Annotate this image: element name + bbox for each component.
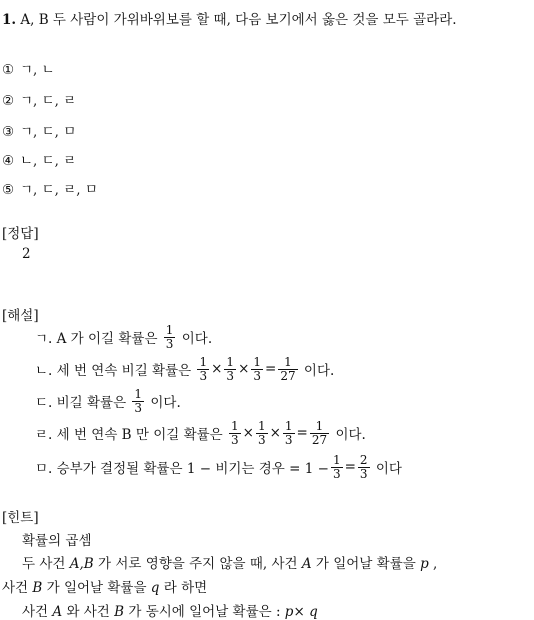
choice-5[interactable]: ⑤ ㄱ, ㄷ, ㄹ, ㅁ: [2, 182, 98, 198]
formula-p: p: [284, 604, 294, 620]
question-text: A, B 두 사람이 가위바위보를 할 때, 다음 보기에서 옳은 것을 모두 골라라.: [20, 12, 457, 28]
fraction: $\frac{1}{3}$: [165, 323, 174, 351]
question: [2, 8, 457, 28]
choice-3[interactable]: ③ ㄱ, ㄷ, ㅁ: [2, 124, 77, 140]
explanation-heading: [해설]: [2, 308, 39, 324]
explanation-line-5: ㅁ. 승부가 결정될 확률은 1 − 비기는 경우 = 1 − $\frac{1}{3}$ = $\frac{2}{3}$ 이다: [35, 453, 402, 481]
choice-4[interactable]: ④ ㄴ, ㄷ, ㄹ: [2, 153, 77, 169]
choice-2[interactable]: ② ㄱ, ㄷ, ㄹ: [2, 93, 77, 109]
hint-title: 확률의 곱셈: [22, 533, 92, 549]
answer-value: 2: [22, 246, 31, 262]
explanation-line-2: ㄴ. 세 번 연속 비길 확률은 $\frac{1}{3}$ × $\frac{1}{3}$ × $\frac{1}{3}$ = $\frac{1}{27}$ 이다.: [35, 355, 335, 383]
answer-heading: [정답]: [2, 226, 39, 242]
formula-q: q: [309, 604, 318, 620]
explanation-line-4: ㄹ. 세 번 연속 B 만 이길 확률은 $\frac{1}{3}$ × $\frac{1}{3}$ × $\frac{1}{3}$ = $\frac{1}{27}$ 이다.: [35, 419, 366, 447]
question-number: 1.: [2, 12, 17, 28]
explanation-line-1: ㄱ. A 가 이길 확률은 $\frac{1}{3}$ 이다.: [35, 323, 213, 351]
hint-heading: [힌트]: [2, 510, 39, 526]
hint-line-2: 사건 B 가 일어날 확률을 q 라 하면: [2, 580, 208, 596]
hint-line-1: 두 사건 A,B 가 서로 영향을 주지 않을 때, 사건 A 가 일어날 확률을 p ,: [22, 556, 438, 572]
choice-1[interactable]: ① ㄱ, ㄴ: [2, 62, 55, 78]
hint-line-3: 사건 A 와 사건 B 가 동시에 일어날 확률은 : p× q: [22, 604, 318, 620]
explanation-line-3: ㄷ. 비길 확률은 $\frac{1}{3}$ 이다.: [35, 387, 181, 415]
